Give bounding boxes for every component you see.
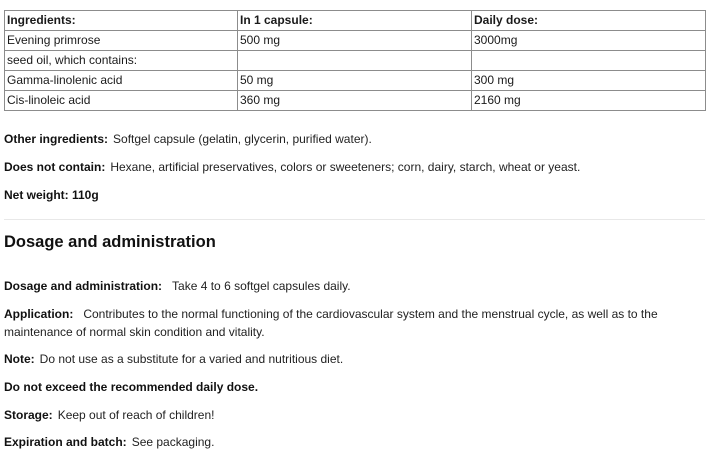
table-cell: 3000mg (472, 31, 706, 51)
application-value: Contributes to the normal functioning of the cardiovascular system and the menstrual cycle, as well as to the maintenance of normal skin condition and vitality. (4, 307, 658, 339)
table-cell: Evening primrose (5, 31, 238, 51)
daily-dose-warning: Do not exceed the recommended daily dose. (4, 380, 259, 394)
table-row (5, 91, 706, 111)
table-cell (472, 51, 706, 71)
section-divider (4, 219, 705, 220)
table-cell: 360 mg (238, 91, 472, 111)
table-header-cell: In 1 capsule: (238, 11, 472, 31)
ingredients-table (4, 10, 706, 111)
does-not-contain-value: Hexane, artificial preservatives, colors or sweeteners; corn, dairy, starch, wheat or yeast. (110, 160, 581, 174)
does-not-contain-label: Does not contain: (4, 160, 106, 174)
table-header-cell: Daily dose: (472, 11, 706, 31)
table-cell: Cis-linoleic acid (5, 91, 238, 111)
expiration-label: Expiration and batch: (4, 435, 127, 449)
note-line (4, 350, 704, 368)
table-cell (238, 51, 472, 71)
dosage-value: Take 4 to 6 softgel capsules daily. (172, 279, 351, 293)
note-value: Do not use as a substitute for a varied and nutritious diet. (39, 352, 344, 366)
application-line (4, 305, 704, 341)
storage-line (4, 406, 704, 424)
dosage-line (4, 277, 704, 295)
table-row (5, 31, 706, 51)
does-not-contain-line (4, 158, 704, 176)
other-ingredients-value: Softgel capsule (gelatin, glycerin, purified water). (113, 132, 372, 146)
table-cell: 500 mg (238, 31, 472, 51)
storage-label: Storage: (4, 408, 53, 422)
net-weight-line (4, 186, 704, 204)
storage-value: Keep out of reach of children! (57, 408, 215, 422)
other-ingredients-line (4, 130, 704, 148)
table-cell: 300 mg (472, 71, 706, 91)
table-cell: 2160 mg (472, 91, 706, 111)
expiration-line (4, 433, 704, 451)
net-weight-label: Net weight: 110g (4, 188, 99, 202)
expiration-value: See packaging. (131, 435, 215, 449)
table-cell: Gamma-linolenic acid (5, 71, 238, 91)
table-row (5, 51, 706, 71)
table-cell: seed oil, which contains: (5, 51, 238, 71)
table-row (5, 71, 706, 91)
application-label: Application: (4, 307, 74, 321)
table-header-cell: Ingredients: (5, 11, 238, 31)
note-label: Note: (4, 352, 35, 366)
table-cell: 50 mg (238, 71, 472, 91)
dosage-label: Dosage and administration: (4, 279, 163, 293)
other-ingredients-label: Other ingredients: (4, 132, 109, 146)
warning-line (4, 378, 704, 396)
table-header-row (5, 11, 706, 31)
dosage-section-title: Dosage and administration (4, 233, 216, 251)
